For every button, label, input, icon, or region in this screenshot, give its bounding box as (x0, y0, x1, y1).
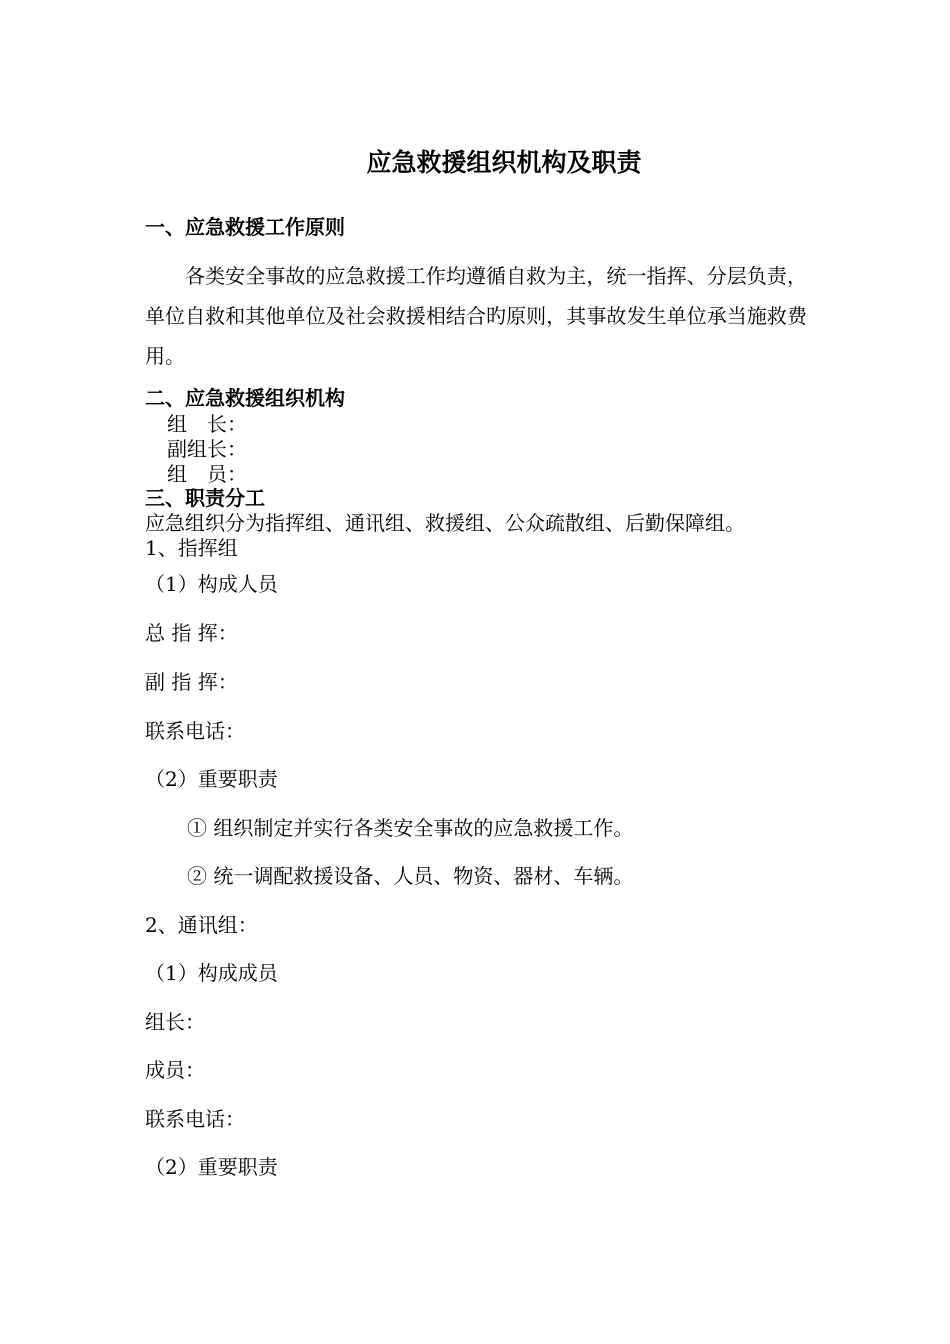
section-heading-organization: 二、应急救援组织机构 (145, 386, 345, 410)
group1-vice-label: 副 指 挥： (145, 670, 238, 694)
principles-paragraph: 各类安全事故的应急救援工作均遵循自救为主，统一指挥、分层负责，单位自救和其他单位及社会救援相结合旳原则，其事故发生单位承当施救费用。 (145, 264, 807, 368)
duties-intro: 应急组织分为指挥组、通讯组、救援组、公众疏散组、后勤保障组。 (145, 511, 745, 535)
group2-duties-title: （2）重要职责 (145, 1155, 278, 1179)
group2-title: 2、通讯组： (145, 913, 258, 937)
group2-member-label: 成员： (145, 1058, 205, 1082)
org-leader-label: 组 长： (167, 412, 247, 436)
org-deputy-label: 副组长： (167, 437, 247, 461)
group1-duty-1: ① 组织制定并实行各类安全事故的应急救援工作。 (187, 816, 634, 840)
org-member-label: 组 员： (167, 462, 247, 486)
group1-title: 1、指挥组 (145, 536, 238, 560)
group1-duties-title: （2）重要职责 (145, 767, 278, 791)
group2-composition: （1）构成成员 (145, 961, 278, 985)
document-title: 应急救援组织机构及职责 (366, 148, 642, 177)
group2-phone-label: 联系电话： (145, 1107, 245, 1131)
group1-composition: （1）构成人员 (145, 572, 278, 596)
section-heading-duties: 三、职责分工 (145, 486, 265, 510)
group2-leader-label: 组长： (145, 1010, 205, 1034)
group1-chief-label: 总 指 挥： (145, 621, 238, 645)
group1-phone-label: 联系电话： (145, 719, 245, 743)
group1-duty-2: ② 统一调配救援设备、人员、物资、器材、车辆。 (187, 864, 634, 888)
section-heading-principles: 一、应急救援工作原则 (145, 215, 345, 239)
